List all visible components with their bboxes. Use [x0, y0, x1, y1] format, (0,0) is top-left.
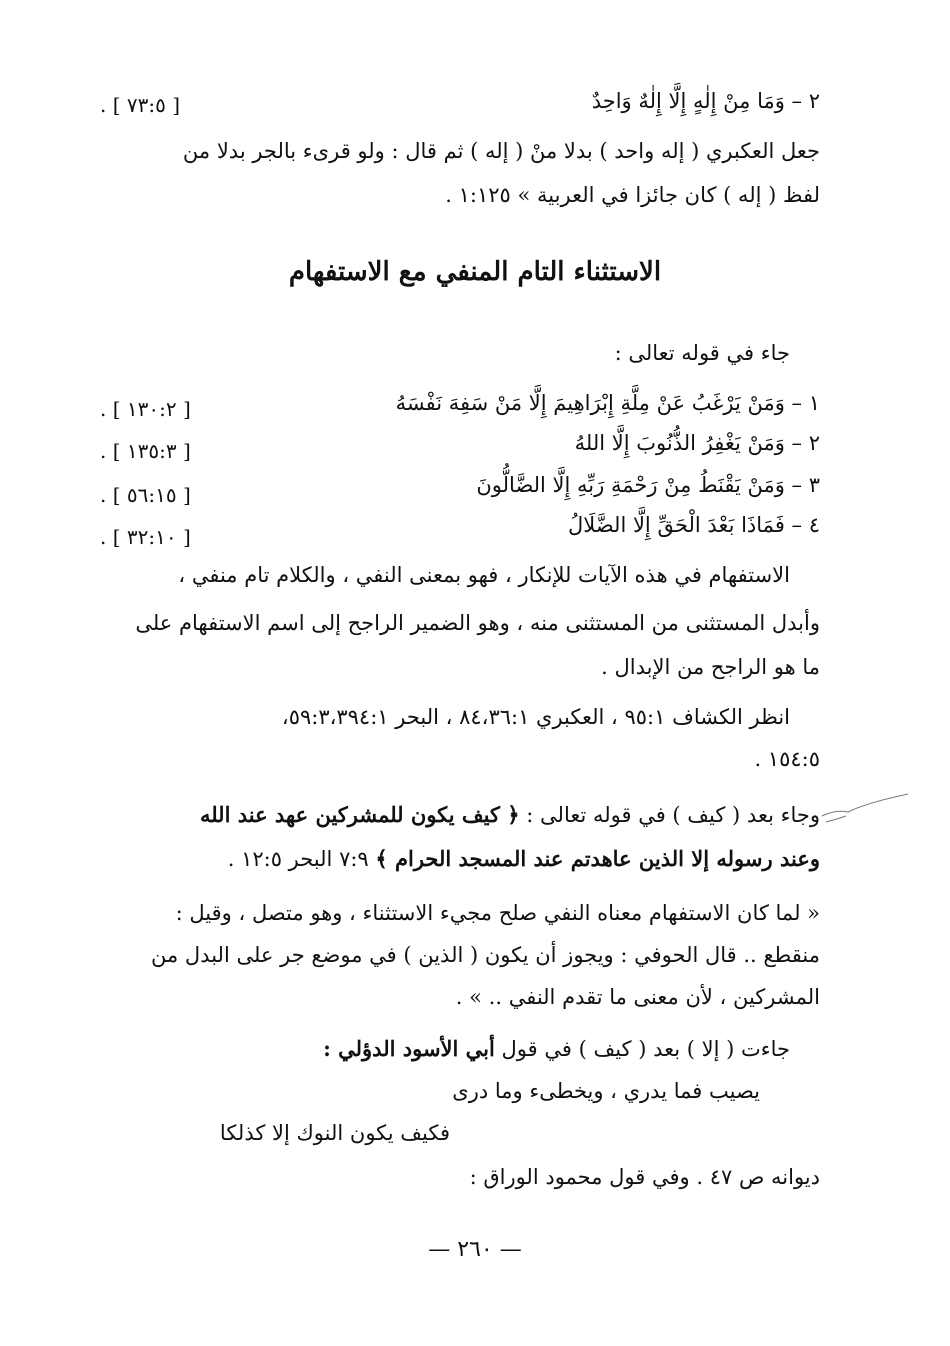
para6-poet: أبي الأسود الدؤلي :	[323, 1036, 495, 1061]
para7-line: ديوانه ص ٤٧ . وفي قول محمود الوراق :	[469, 1165, 820, 1189]
verse-top: ٢ – وَمَا مِنْ إِلٰهٍ إِلَّا إِلٰهٌ وَاحِدٌ	[591, 89, 820, 113]
verse-3-ref: [ ٥٦:١٥ ] .	[100, 483, 191, 507]
verse-2-ref: [ ١٣٥:٣ ] .	[100, 439, 191, 463]
para4-line1-quran: ﴿ كيف يكون للمشركين عهد عند الله	[199, 802, 520, 827]
page-number: — ٢٦٠ —	[428, 1237, 522, 1262]
verse-1: ١ – وَمَنْ يَرْغَبُ عَنْ مِلَّةِ إِبْرَاهِيمَ إِلَّا مَنْ سَفِهَ نَفْسَهُ	[395, 391, 820, 415]
para3-line1: انظر الكشاف ٩٥:١ ، العكبري ٨٤،٣٦:١ ، البحر ٥٩:٣،٣٩٤:١،	[281, 705, 790, 729]
para1-line1: جعل العكبري ( إله واحد ) بدلا منْ ( إله ) ثم قال : ولو قرىء بالجر بدلا من	[182, 139, 820, 163]
para2-line2: وأبدل المستثنى من المستثنى منه ، وهو الضمير الراجح إلى اسم الاستفهام على	[135, 611, 820, 635]
para4-line2	[228, 844, 820, 874]
verse-top-ref: [ ٧٣:٥ ] .	[100, 93, 181, 117]
para2-line3: ما هو الراجح من الإبدال .	[601, 655, 820, 679]
verse-2: ٢ – وَمَنْ يَغْفِرُ الذُّنُوبَ إِلَّا اللهُ	[574, 431, 820, 455]
para5-line2: منقطع .. قال الحوفي : ويجوز أن يكون ( الذين ) في موضع جر على البدل من	[151, 943, 820, 967]
poem-line-1: يصيب فما يدري ، ويخطىء وما درى	[452, 1079, 760, 1103]
verse-4-ref: [ ٣٢:١٠ ] .	[100, 525, 191, 549]
verse-4: ٤ – فَمَاذَا بَعْدَ الْحَقِّ إِلَّا الضَّلَالُ	[568, 513, 820, 537]
para2-line1: الاستفهام في هذه الآيات للإنكار ، فهو بمعنى النفي ، والكلام تام منفي ،	[178, 563, 790, 587]
para6-plain: جاءت ( إلا ) بعد ( كيف ) في قول	[501, 1037, 790, 1061]
para1-line2: لفظ ( إله ) كان جائزا في العربية » ١:١٢٥ .	[445, 183, 820, 207]
para3-line2: ١٥٤:٥ .	[754, 747, 820, 771]
verse-3: ٣ – وَمَنْ يَقْنَطُ مِنْ رَحْمَةِ رَبِّهِ إِلَّا الضَّالُّونَ	[476, 473, 820, 497]
intro-text: جاء في قوله تعالى :	[614, 341, 790, 365]
section-title: الاستثناء التام المنفي مع الاستفهام	[288, 257, 662, 287]
para4-line1	[200, 800, 820, 830]
para4-line2-quran: وعند رسوله إلا الذين عاهدتم عند المسجد الحرام ﴾	[375, 846, 820, 871]
margin-pencil-mark	[820, 792, 910, 832]
poem-line-2: فكيف يكون النوك إلا كذلكا	[219, 1121, 450, 1145]
para4-line2-plain: ٧:٩ البحر ١٢:٥ .	[227, 847, 369, 871]
para4-line1-plain: وجاء بعد ( كيف ) في قوله تعالى :	[526, 803, 820, 827]
para5-line1: « لما كان الاستفهام معناه النفي صلح مجيء الاستثناء ، وهو متصل ، وقيل :	[175, 901, 820, 925]
para6-line	[323, 1034, 790, 1064]
verse-1-ref: [ ١٣٠:٢ ] .	[100, 397, 191, 421]
para5-line3: المشركين ، لأن معنى ما تقدم النفي .. » .	[455, 985, 820, 1009]
